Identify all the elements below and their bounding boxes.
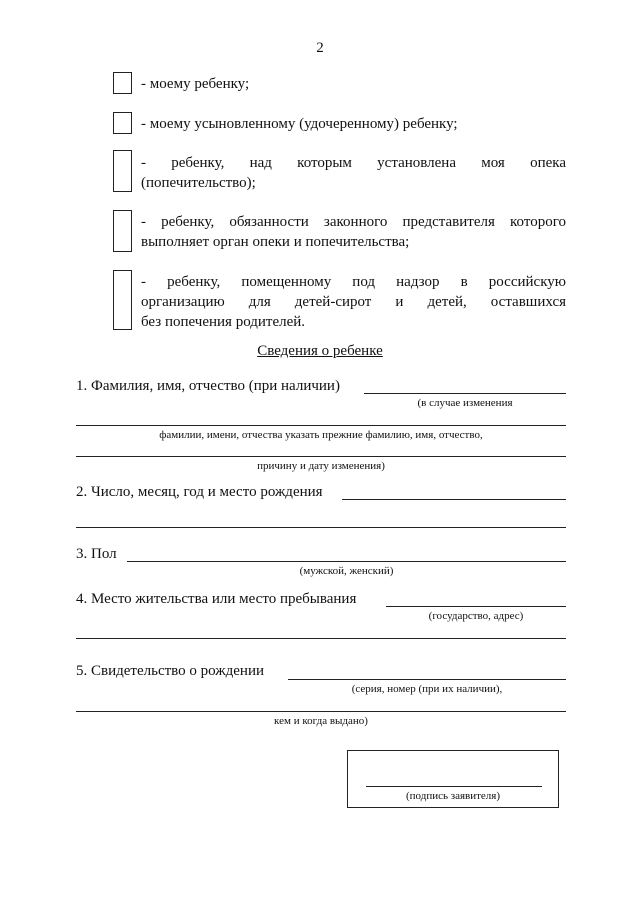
checkbox-adopted-child[interactable] — [113, 112, 132, 134]
field-sex-input-line[interactable] — [127, 561, 566, 562]
field-certificate-label: 5. Свидетельство о рождении — [76, 663, 264, 679]
checkbox-guardianship-child[interactable] — [113, 150, 132, 192]
field-name-hint1: (в случае изменения — [417, 397, 513, 409]
signature-caption: (подпись заявителя) — [405, 790, 501, 802]
field-residence-hint: (государство, адрес) — [428, 610, 524, 622]
checkbox-orphan-organization-child[interactable] — [113, 270, 132, 330]
field-name-hint2: фамилии, имени, отчества указать прежние фамилию, имя, отчество, — [159, 429, 483, 441]
field-name-hint3: причину и дату изменения) — [257, 460, 385, 472]
option-representative-line1: - ребенку, обязанности законного представителя которого — [141, 214, 566, 230]
field-residence-line2[interactable] — [76, 638, 566, 639]
option-orphan-line1: - ребенку, помещенному под надзор в российскую — [141, 274, 566, 290]
option-orphan-line2: организацию для детей-сирот и детей, оставшихся — [141, 294, 566, 310]
field-sex-label: 3. Пол — [76, 546, 117, 562]
option-representative-line2: выполняет орган опеки и попечительства; — [141, 234, 410, 250]
page-number: 2 — [316, 40, 324, 56]
field-birth-input-line[interactable] — [342, 499, 566, 500]
field-name-input-line[interactable] — [364, 393, 566, 394]
field-residence-label: 4. Место жительства или место пребывания — [76, 591, 357, 607]
field-certificate-input-line[interactable] — [288, 679, 566, 680]
option-guardianship-line1: - ребенку, над которым установлена моя опека — [141, 155, 566, 171]
option-adopted-child-label: - моему усыновленному (удочеренному) ребенку; — [141, 116, 458, 132]
field-sex-hint: (мужской, женский) — [299, 565, 394, 577]
field-residence-input-line[interactable] — [386, 606, 566, 607]
checkbox-representative-child[interactable] — [113, 210, 132, 252]
option-orphan-line3: без попечения родителей. — [141, 314, 306, 330]
section-title: Сведения о ребенке — [257, 343, 383, 359]
field-certificate-hint1: (серия, номер (при их наличии), — [351, 683, 503, 695]
field-birth-label: 2. Число, месяц, год и место рождения — [76, 484, 323, 500]
signature-line[interactable] — [366, 786, 542, 787]
option-guardianship-line2: (попечительство); — [141, 175, 256, 191]
field-name-line3[interactable] — [76, 456, 566, 457]
field-certificate-hint2: кем и когда выдано) — [274, 715, 368, 727]
field-certificate-line2[interactable] — [76, 711, 566, 712]
field-birth-line2[interactable] — [76, 527, 566, 528]
checkbox-my-child[interactable] — [113, 72, 132, 94]
option-my-child-label: - моему ребенку; — [141, 76, 250, 92]
field-name-line2[interactable] — [76, 425, 566, 426]
field-name-label: 1. Фамилия, имя, отчество (при наличии) — [76, 378, 340, 394]
